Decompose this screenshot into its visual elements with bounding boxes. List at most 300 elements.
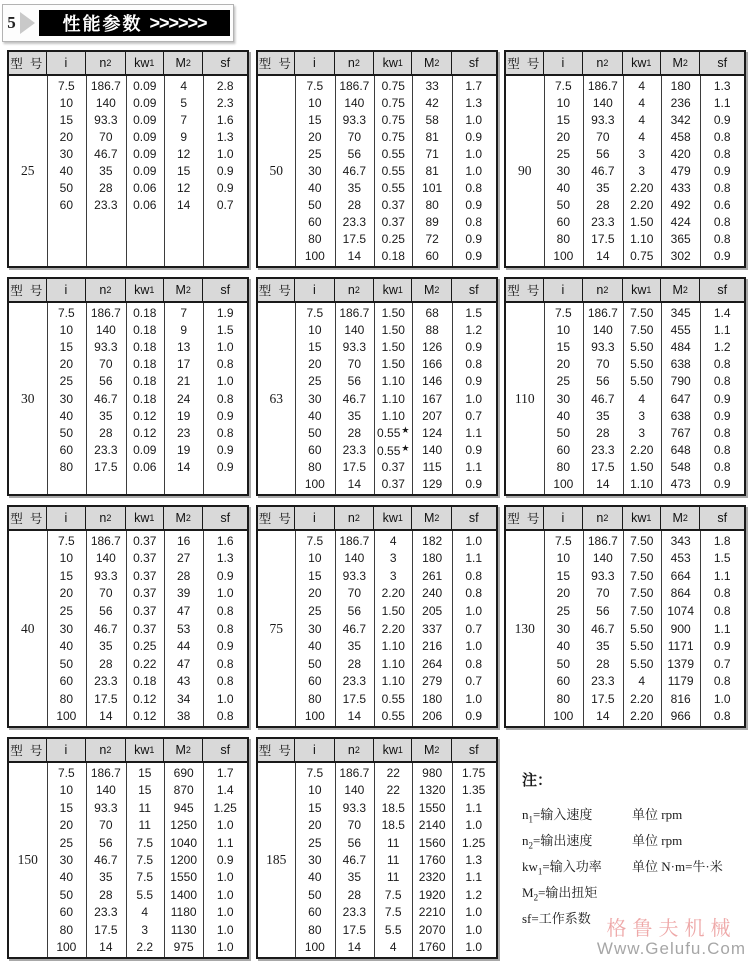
cell-n2: 35: [596, 181, 610, 196]
cell-m2: 455: [670, 322, 691, 337]
cell-sf: 0.7: [713, 656, 731, 671]
cell-i: 30: [308, 621, 322, 636]
cell-n2: 93.3: [94, 568, 118, 583]
cell-n2: 35: [347, 408, 362, 423]
column-header-sf: sf: [220, 283, 231, 297]
cell-i: 80: [556, 691, 571, 706]
cell-m2: 1250: [170, 818, 197, 833]
cell-kw1: 0.06: [133, 198, 157, 213]
cell-kw1: 3: [638, 164, 646, 179]
table-row: [9, 799, 247, 816]
cell-m2: 870: [173, 783, 194, 798]
cell-i: 40: [308, 870, 322, 885]
column-header-kw1: kw 1: [623, 52, 661, 74]
cell-kw1: 5.5: [136, 887, 154, 902]
cell-m2: 7: [180, 112, 187, 127]
cell-n2: 70: [347, 129, 362, 144]
cell-m2: 180: [422, 691, 443, 706]
table-row: [506, 304, 744, 321]
model-number: 50: [269, 163, 284, 178]
cell-i: 60: [59, 674, 74, 689]
column-header-m2: M 2: [661, 52, 701, 74]
model-number: 130: [514, 620, 535, 636]
table-row: [506, 111, 744, 128]
cell-m2: 7: [180, 305, 187, 320]
column-header-model: 型 号: [258, 279, 296, 301]
cell-kw1: 2.2: [136, 940, 154, 955]
cell-kw1: 0.55★: [377, 425, 410, 441]
table-row: [9, 94, 247, 111]
cell-sf: 0.8: [713, 215, 731, 230]
cell-sf: 1.0: [465, 922, 483, 937]
cell-m2: 1760: [418, 940, 446, 955]
cell-sf: 1.0: [216, 905, 234, 920]
cell-sf: 0.9: [216, 408, 234, 423]
column-header-m2: M 2: [661, 279, 701, 301]
cell-i: 10: [59, 322, 74, 337]
cell-sf: 0.8: [216, 621, 234, 636]
cell-m2: 14: [176, 198, 191, 213]
table-row: [9, 356, 247, 373]
notes-title: 注：: [522, 773, 553, 789]
cell-sf: 1.1: [713, 95, 731, 110]
cell-i: 20: [308, 129, 322, 144]
cell-n2: 23.3: [94, 198, 118, 213]
table-row: [258, 390, 496, 407]
cell-n2: 46.7: [342, 852, 367, 867]
cell-i: 40: [556, 639, 571, 654]
cell-m2: 264: [422, 656, 443, 671]
cell-i: 50: [308, 656, 322, 671]
model-number: 185: [266, 852, 287, 867]
cell-kw1: 3: [638, 146, 646, 161]
cell-n2: 28: [347, 656, 362, 671]
table-rows: [506, 303, 744, 494]
cell-m2: 1560: [418, 835, 446, 850]
cell-m2: 9: [180, 129, 187, 144]
cell-i: 100: [553, 249, 574, 264]
cell-kw1: 0.75: [630, 249, 654, 264]
param-table-75: [256, 505, 498, 728]
cell-m2: 101: [422, 181, 443, 196]
note-line: [522, 856, 746, 875]
cell-i: 15: [59, 339, 74, 354]
cell-n2: 46.7: [342, 164, 367, 179]
table-row: [258, 214, 496, 231]
cell-kw1: 7.5: [136, 852, 154, 867]
table-row: [258, 77, 496, 94]
column-header-i: i: [295, 739, 335, 761]
cell-m2: 1550: [170, 870, 197, 885]
cell-kw1: 11: [138, 818, 151, 833]
cell-sf: 1.3: [216, 551, 234, 566]
cell-sf: 0.8: [216, 603, 234, 618]
cell-sf: 0.9: [465, 374, 483, 389]
cell-i: 25: [59, 374, 74, 389]
table-row: [506, 180, 744, 197]
cell-kw1: 0.12: [133, 691, 157, 706]
cell-m2: 166: [422, 357, 443, 372]
table-header-row: [9, 52, 247, 76]
note-term: $M_2=$输出扭矩: [522, 885, 598, 903]
column-header-i: i: [47, 507, 87, 529]
cell-m2: 2070: [418, 922, 446, 937]
column-header-kw1: kw 1: [623, 279, 661, 301]
cell-kw1: 0.37: [381, 198, 405, 213]
cell-kw1: 0.18: [133, 357, 157, 372]
table-row: [506, 690, 744, 708]
cell-n2: 17.5: [591, 460, 615, 475]
cell-i: 20: [556, 357, 571, 372]
column-header-i: i: [544, 279, 584, 301]
cell-i: 50: [556, 656, 571, 671]
table-row: [258, 567, 496, 585]
cell-sf: 1.0: [216, 374, 234, 389]
cell-n2: 186.7: [587, 78, 618, 93]
cell-m2: 458: [670, 129, 691, 144]
cell-sf: 0.7: [465, 621, 483, 636]
cell-n2: 14: [347, 249, 362, 264]
cell-i: 25: [308, 374, 322, 389]
cell-i: 50: [308, 887, 322, 902]
cell-sf: 0.8: [713, 603, 731, 618]
cell-n2: 186.7: [339, 78, 370, 93]
cell-m2: 19: [176, 443, 191, 458]
table-row: [9, 620, 247, 638]
cell-sf: 0.8: [465, 656, 483, 671]
cell-n2: 70: [99, 586, 113, 601]
cell-n2: 70: [596, 129, 610, 144]
cell-kw1: 7.5: [384, 905, 402, 920]
cell-kw1: 3: [389, 568, 397, 583]
cell-sf: 1.1: [465, 800, 483, 815]
cell-i: 60: [556, 215, 571, 230]
cell-sf: 0.9: [713, 249, 731, 264]
cell-m2: 1074: [667, 603, 694, 618]
cell-i: 30: [556, 391, 571, 406]
column-header-m2: M 2: [164, 507, 204, 529]
column-header-i: i: [295, 507, 335, 529]
cell-i: 50: [556, 198, 571, 213]
star-icon: ★: [401, 425, 410, 436]
cell-sf: 0.8: [216, 357, 234, 372]
cell-kw1: 0.75: [381, 129, 405, 144]
cell-n2: 140: [592, 322, 613, 337]
cell-m2: 34: [176, 691, 191, 706]
cell-i: 15: [308, 339, 322, 354]
cell-m2: 53: [176, 621, 191, 636]
table-rows: [9, 76, 247, 266]
cell-sf: 0.9: [216, 460, 234, 475]
cell-sf: 1.5: [216, 322, 234, 337]
cell-n2: 140: [592, 95, 613, 110]
cell-sf: 0.9: [465, 232, 483, 247]
cell-i: 60: [59, 905, 74, 920]
cell-m2: 900: [670, 621, 691, 636]
cell-sf: 0.9: [713, 477, 731, 492]
table-row: [9, 77, 247, 94]
cell-i: 15: [556, 339, 571, 354]
cell-i: 100: [553, 709, 574, 724]
cell-i: 20: [59, 586, 74, 601]
table-body: [9, 531, 247, 726]
cell-i: 80: [308, 232, 322, 247]
cell-sf: 1.9: [216, 305, 234, 320]
cell-sf: 1.6: [216, 112, 234, 127]
cell-n2: 93.3: [342, 568, 367, 583]
cell-m2: 72: [425, 232, 439, 247]
table-row: [506, 424, 744, 441]
table-row: [258, 904, 496, 921]
cell-kw1: 5.5: [384, 922, 402, 937]
cell-sf: 1.3: [465, 95, 483, 110]
cell-n2: 28: [99, 425, 113, 440]
cell-kw1: 15: [138, 783, 152, 798]
cell-m2: 12: [176, 146, 191, 161]
table-row: [9, 459, 247, 476]
column-header-n2: n 2: [335, 507, 375, 529]
cell-n2: 186.7: [587, 533, 618, 548]
cell-n2: 28: [99, 887, 113, 902]
cell-kw1: 0.55: [381, 146, 405, 161]
cell-n2: 140: [95, 551, 116, 566]
cell-n2: 14: [347, 709, 362, 724]
cell-i: 100: [553, 477, 574, 492]
cell-m2: 88: [425, 322, 439, 337]
cell-sf: 1.0: [216, 940, 234, 955]
chevrons-icon: >>>>>>: [149, 12, 207, 33]
cell-m2: 39: [176, 586, 191, 601]
table-row: [258, 338, 496, 355]
column-header-n2: n 2: [86, 507, 126, 529]
cell-n2: 17.5: [342, 922, 367, 937]
cell-i: 7.5: [58, 78, 75, 93]
cell-kw1: 7.50: [630, 533, 654, 548]
table-row: [258, 764, 496, 781]
cell-m2: 638: [670, 408, 691, 423]
cell-i: 20: [59, 818, 74, 833]
table-row: [9, 764, 247, 781]
cell-m2: 966: [670, 709, 691, 724]
cell-kw1: 0.55: [381, 709, 405, 724]
column-header-m2: M 2: [164, 739, 204, 761]
cell-m2: 945: [173, 800, 194, 815]
cell-i: 40: [59, 639, 74, 654]
cell-m2: 146: [422, 374, 443, 389]
table-row: [9, 304, 247, 321]
cell-m2: 1320: [418, 783, 446, 798]
cell-n2: 46.7: [591, 391, 615, 406]
cell-sf: 0.9: [216, 164, 234, 179]
cell-sf: 0.9: [465, 249, 483, 264]
cell-kw1: 0.37: [381, 460, 405, 475]
cell-sf: 1.0: [216, 818, 234, 833]
cell-kw1: 7.5: [136, 835, 154, 850]
table-row: [258, 602, 496, 620]
cell-i: 100: [56, 709, 77, 724]
column-header-m2: M 2: [412, 507, 452, 529]
cell-kw1: 0.37: [133, 533, 157, 548]
cell-kw1: 0.37: [381, 477, 405, 492]
cell-n2: 23.3: [94, 905, 118, 920]
cell-m2: 4: [180, 78, 187, 93]
cell-i: 60: [556, 674, 571, 689]
cell-n2: 46.7: [342, 391, 367, 406]
model-number: 150: [17, 852, 38, 867]
cell-sf: 0.9: [465, 198, 483, 213]
cell-kw1: 22: [386, 765, 400, 780]
column-header-kw1: kw 1: [374, 52, 412, 74]
cell-i: 100: [56, 940, 77, 955]
column-header-n2: n 2: [86, 739, 126, 761]
cell-i: 30: [59, 852, 74, 867]
table-row: [9, 321, 247, 338]
cell-sf: 1.3: [713, 78, 731, 93]
cell-sf: 1.0: [465, 691, 483, 706]
table-row: [9, 816, 247, 833]
cell-i: 100: [304, 709, 325, 724]
cell-sf: 1.3: [216, 129, 234, 144]
cell-n2: 56: [596, 603, 610, 618]
cell-n2: 28: [99, 656, 113, 671]
cell-kw1: 4: [389, 533, 397, 548]
table-row: [258, 707, 496, 725]
section-banner: [2, 4, 234, 42]
cell-n2: 23.3: [591, 674, 615, 689]
cell-kw1: 5.50: [630, 621, 654, 636]
note-unit: 单位 rpm: [632, 807, 683, 822]
cell-i: 25: [308, 835, 322, 850]
cell-n2: 46.7: [591, 621, 615, 636]
cell-n2: 93.3: [591, 112, 615, 127]
cell-i: 30: [59, 146, 74, 161]
cell-m2: 2320: [418, 870, 446, 885]
cell-kw1: 0.25: [381, 232, 405, 247]
watermark-chinese: 格鲁夫机械: [606, 918, 737, 941]
cell-kw1: 1.50: [381, 305, 405, 320]
cell-n2: 46.7: [94, 146, 118, 161]
table-header-row: [258, 52, 496, 76]
cell-n2: 70: [99, 129, 113, 144]
cell-m2: 240: [422, 586, 443, 601]
column-header-n2: n 2: [583, 507, 623, 529]
column-header-i: i: [295, 279, 335, 301]
cell-kw1: 1.50: [381, 322, 405, 337]
cell-kw1: 18.5: [381, 818, 405, 833]
cell-n2: 56: [596, 374, 610, 389]
cell-kw1: 0.37: [133, 603, 157, 618]
cell-i: 20: [308, 586, 322, 601]
cell-m2: 12: [176, 181, 191, 196]
cell-i: 20: [308, 818, 322, 833]
model-number: 110: [514, 390, 535, 406]
cell-i: 25: [308, 146, 322, 161]
cell-i: 25: [308, 603, 322, 618]
cell-n2: 17.5: [591, 232, 615, 247]
cell-i: 50: [308, 425, 322, 440]
cell-sf: 1.8: [713, 533, 731, 548]
cell-kw1: 2.20: [381, 586, 405, 601]
cell-m2: 24: [176, 391, 191, 406]
cell-i: 7.5: [58, 305, 75, 320]
cell-sf: 0.8: [216, 674, 234, 689]
param-table-40: [7, 505, 249, 728]
table-rows: [506, 531, 744, 726]
star-icon: ★: [401, 442, 410, 453]
cell-i: 7.5: [306, 78, 324, 93]
cell-kw1: 5.50: [630, 656, 654, 671]
cell-kw1: 3: [638, 425, 646, 440]
cell-m2: 2140: [418, 818, 446, 833]
cell-kw1: 7.5: [136, 870, 154, 885]
cell-sf: 0.8: [713, 425, 731, 440]
cell-i: 10: [556, 322, 571, 337]
cell-m2: 492: [670, 198, 691, 213]
cell-m2: 115: [422, 460, 442, 475]
table-row: [258, 921, 496, 938]
cell-m2: 980: [422, 765, 443, 780]
cell-kw1: 0.37: [133, 568, 157, 583]
cell-i: 50: [59, 181, 74, 196]
column-header-i: i: [47, 739, 87, 761]
cell-sf: 1.25: [462, 835, 486, 850]
table-row: [506, 585, 744, 603]
cell-i: 10: [308, 95, 322, 110]
cell-m2: 1171: [667, 639, 694, 654]
table-row: [258, 94, 496, 111]
column-header-model: 型 号: [258, 739, 296, 761]
cell-m2: 1179: [667, 674, 694, 689]
cell-n2: 140: [95, 783, 116, 798]
table-row: [258, 128, 496, 145]
column-header-sf: sf: [717, 283, 728, 297]
cell-i: 80: [556, 232, 571, 247]
table-row: [9, 921, 247, 938]
cell-i: 20: [556, 129, 571, 144]
cell-n2: 35: [99, 639, 113, 654]
cell-n2: 17.5: [342, 460, 367, 475]
cell-n2: 140: [344, 783, 365, 798]
cell-n2: 17.5: [94, 460, 118, 475]
cell-sf: 1.75: [462, 765, 486, 780]
table-row: [506, 655, 744, 673]
cell-sf: 0.9: [465, 443, 483, 458]
table-row: [9, 672, 247, 690]
cell-kw1: 7.5: [384, 887, 402, 902]
table-row: [258, 424, 496, 441]
cell-sf: 0.8: [465, 568, 483, 583]
table-row: [506, 550, 744, 568]
table-row: [9, 851, 247, 868]
cell-i: 10: [308, 783, 322, 798]
column-header-m2: M 2: [412, 52, 452, 74]
cell-m2: 89: [425, 215, 439, 230]
note-term: sf=工作系数: [522, 911, 591, 926]
column-header-kw1: kw 1: [126, 52, 164, 74]
cell-m2: 1379: [667, 656, 694, 671]
table-row: [506, 197, 744, 214]
cell-n2: 56: [347, 374, 362, 389]
cell-kw1: 0.37: [133, 586, 157, 601]
cell-kw1: 0.18: [381, 249, 405, 264]
cell-i: 30: [308, 164, 322, 179]
cell-m2: 1920: [418, 887, 446, 902]
model-number: 63: [269, 390, 284, 406]
cell-sf: 1.0: [465, 164, 483, 179]
table-row: [506, 321, 744, 338]
table-row: [9, 655, 247, 673]
table-row: [9, 424, 247, 441]
